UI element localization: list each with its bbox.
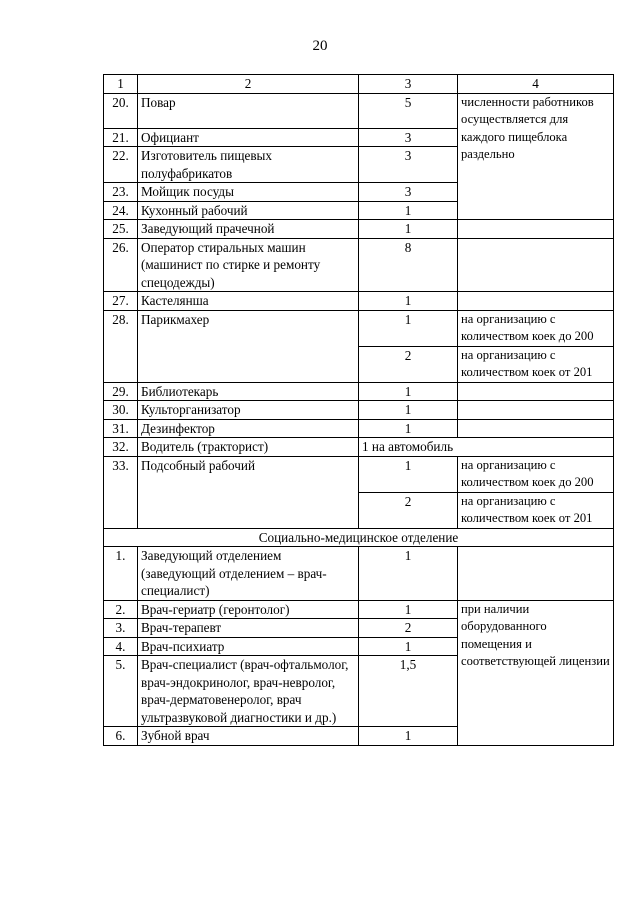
note-empty [458,547,614,601]
row-number: 2. [104,600,138,619]
position-name: Кухонный рабочий [138,201,359,220]
position-quantity: 1 [359,310,458,346]
note-empty [458,401,614,420]
note-pishchebok: численности работников осуществляется для каждого пищеблока раздельно [458,93,614,201]
position-name: Врач-специалист (врач-офтальмолог, врач-эндокринолог, врач-невролог, врач-дерматовенеролог, врач ультразвуковой диагностики и др.) [138,656,359,727]
table-row [104,382,614,401]
table-row [104,220,614,239]
position-quantity: 1 [359,382,458,401]
row-number: 23. [104,183,138,202]
position-name: Кастелянша [138,292,359,311]
position-name: Заведующий отделением (заведующий отделением – врач-специалист) [138,547,359,601]
position-name: Врач-психиатр [138,637,359,656]
row-number: 26. [104,238,138,292]
row-number: 25. [104,220,138,239]
position-name: Повар [138,93,359,128]
position-quantity: 1 на автомобиль [359,438,614,457]
row-number: 33. [104,456,138,528]
page-number: 20 [312,38,328,54]
position-quantity: 5 [359,93,458,128]
position-name: Библиотекарь [138,382,359,401]
position-quantity: 1 [359,600,458,619]
header-col-1: 1 [104,75,138,94]
position-quantity: 2 [359,346,458,382]
table-row [104,600,614,619]
position-name: Подсобный рабочий [138,456,359,528]
row-number: 5. [104,656,138,727]
position-quantity: 1 [359,456,458,492]
table-row [104,401,614,420]
table-row [104,419,614,438]
row-number: 21. [104,128,138,147]
position-name: Дезинфектор [138,419,359,438]
table-row [104,292,614,311]
note-empty [458,419,614,438]
row-number: 28. [104,310,138,382]
position-quantity: 1,5 [359,656,458,727]
position-quantity: 3 [359,183,458,202]
position-name: Врач-гериатр (геронтолог) [138,600,359,619]
position-quantity: 1 [359,547,458,601]
note-empty [458,220,614,239]
staff-table [103,74,614,746]
note-empty [458,292,614,311]
row-number: 4. [104,637,138,656]
row-number: 20. [104,93,138,128]
position-quantity: 3 [359,147,458,183]
table-row [104,238,614,292]
table-header-row [104,75,614,94]
table-row [104,310,614,346]
row-number: 22. [104,147,138,183]
note-empty [458,201,614,220]
note-beds-from-201: на организацию с количеством коек от 201 [458,346,614,382]
position-name: Врач-терапевт [138,619,359,638]
section-row [104,528,614,547]
table-row [104,201,614,220]
row-number: 1. [104,547,138,601]
position-name: Оператор стиральных машин (машинист по стирке и ремонту спецодежды) [138,238,359,292]
row-number: 29. [104,382,138,401]
header-col-3: 3 [359,75,458,94]
position-name: Зубной врач [138,727,359,746]
position-quantity: 1 [359,201,458,220]
position-quantity: 1 [359,292,458,311]
position-name: Заведующий прачечной [138,220,359,239]
table-row [104,438,614,457]
note-beds-to-200: на организацию с количеством коек до 200 [458,310,614,346]
position-name: Мойщик посуды [138,183,359,202]
section-title: Социально-медицинское отделение [104,528,614,547]
note-beds-from-201: на организацию с количеством коек от 201 [458,492,614,528]
position-name: Культорганизатор [138,401,359,420]
row-number: 32. [104,438,138,457]
position-quantity: 3 [359,128,458,147]
note-empty [458,382,614,401]
position-name: Парикмахер [138,310,359,382]
position-quantity: 1 [359,727,458,746]
position-name: Водитель (тракторист) [138,438,359,457]
header-col-2: 2 [138,75,359,94]
table-row [104,456,614,492]
row-number: 24. [104,201,138,220]
row-number: 27. [104,292,138,311]
position-quantity: 2 [359,492,458,528]
note-license: при наличии оборудованного помещения и соответствующей лицензии [458,600,614,745]
note-beds-to-200: на организацию с количеством коек до 200 [458,456,614,492]
position-quantity: 1 [359,220,458,239]
position-name: Официант [138,128,359,147]
position-quantity: 1 [359,419,458,438]
row-number: 6. [104,727,138,746]
position-quantity: 8 [359,238,458,292]
row-number: 30. [104,401,138,420]
position-quantity: 1 [359,401,458,420]
position-quantity: 1 [359,637,458,656]
row-number: 31. [104,419,138,438]
table-row [104,93,614,128]
position-quantity: 2 [359,619,458,638]
note-empty [458,238,614,292]
position-name: Изготовитель пищевых полуфабрикатов [138,147,359,183]
row-number: 3. [104,619,138,638]
table-row [104,547,614,601]
header-col-4: 4 [458,75,614,94]
